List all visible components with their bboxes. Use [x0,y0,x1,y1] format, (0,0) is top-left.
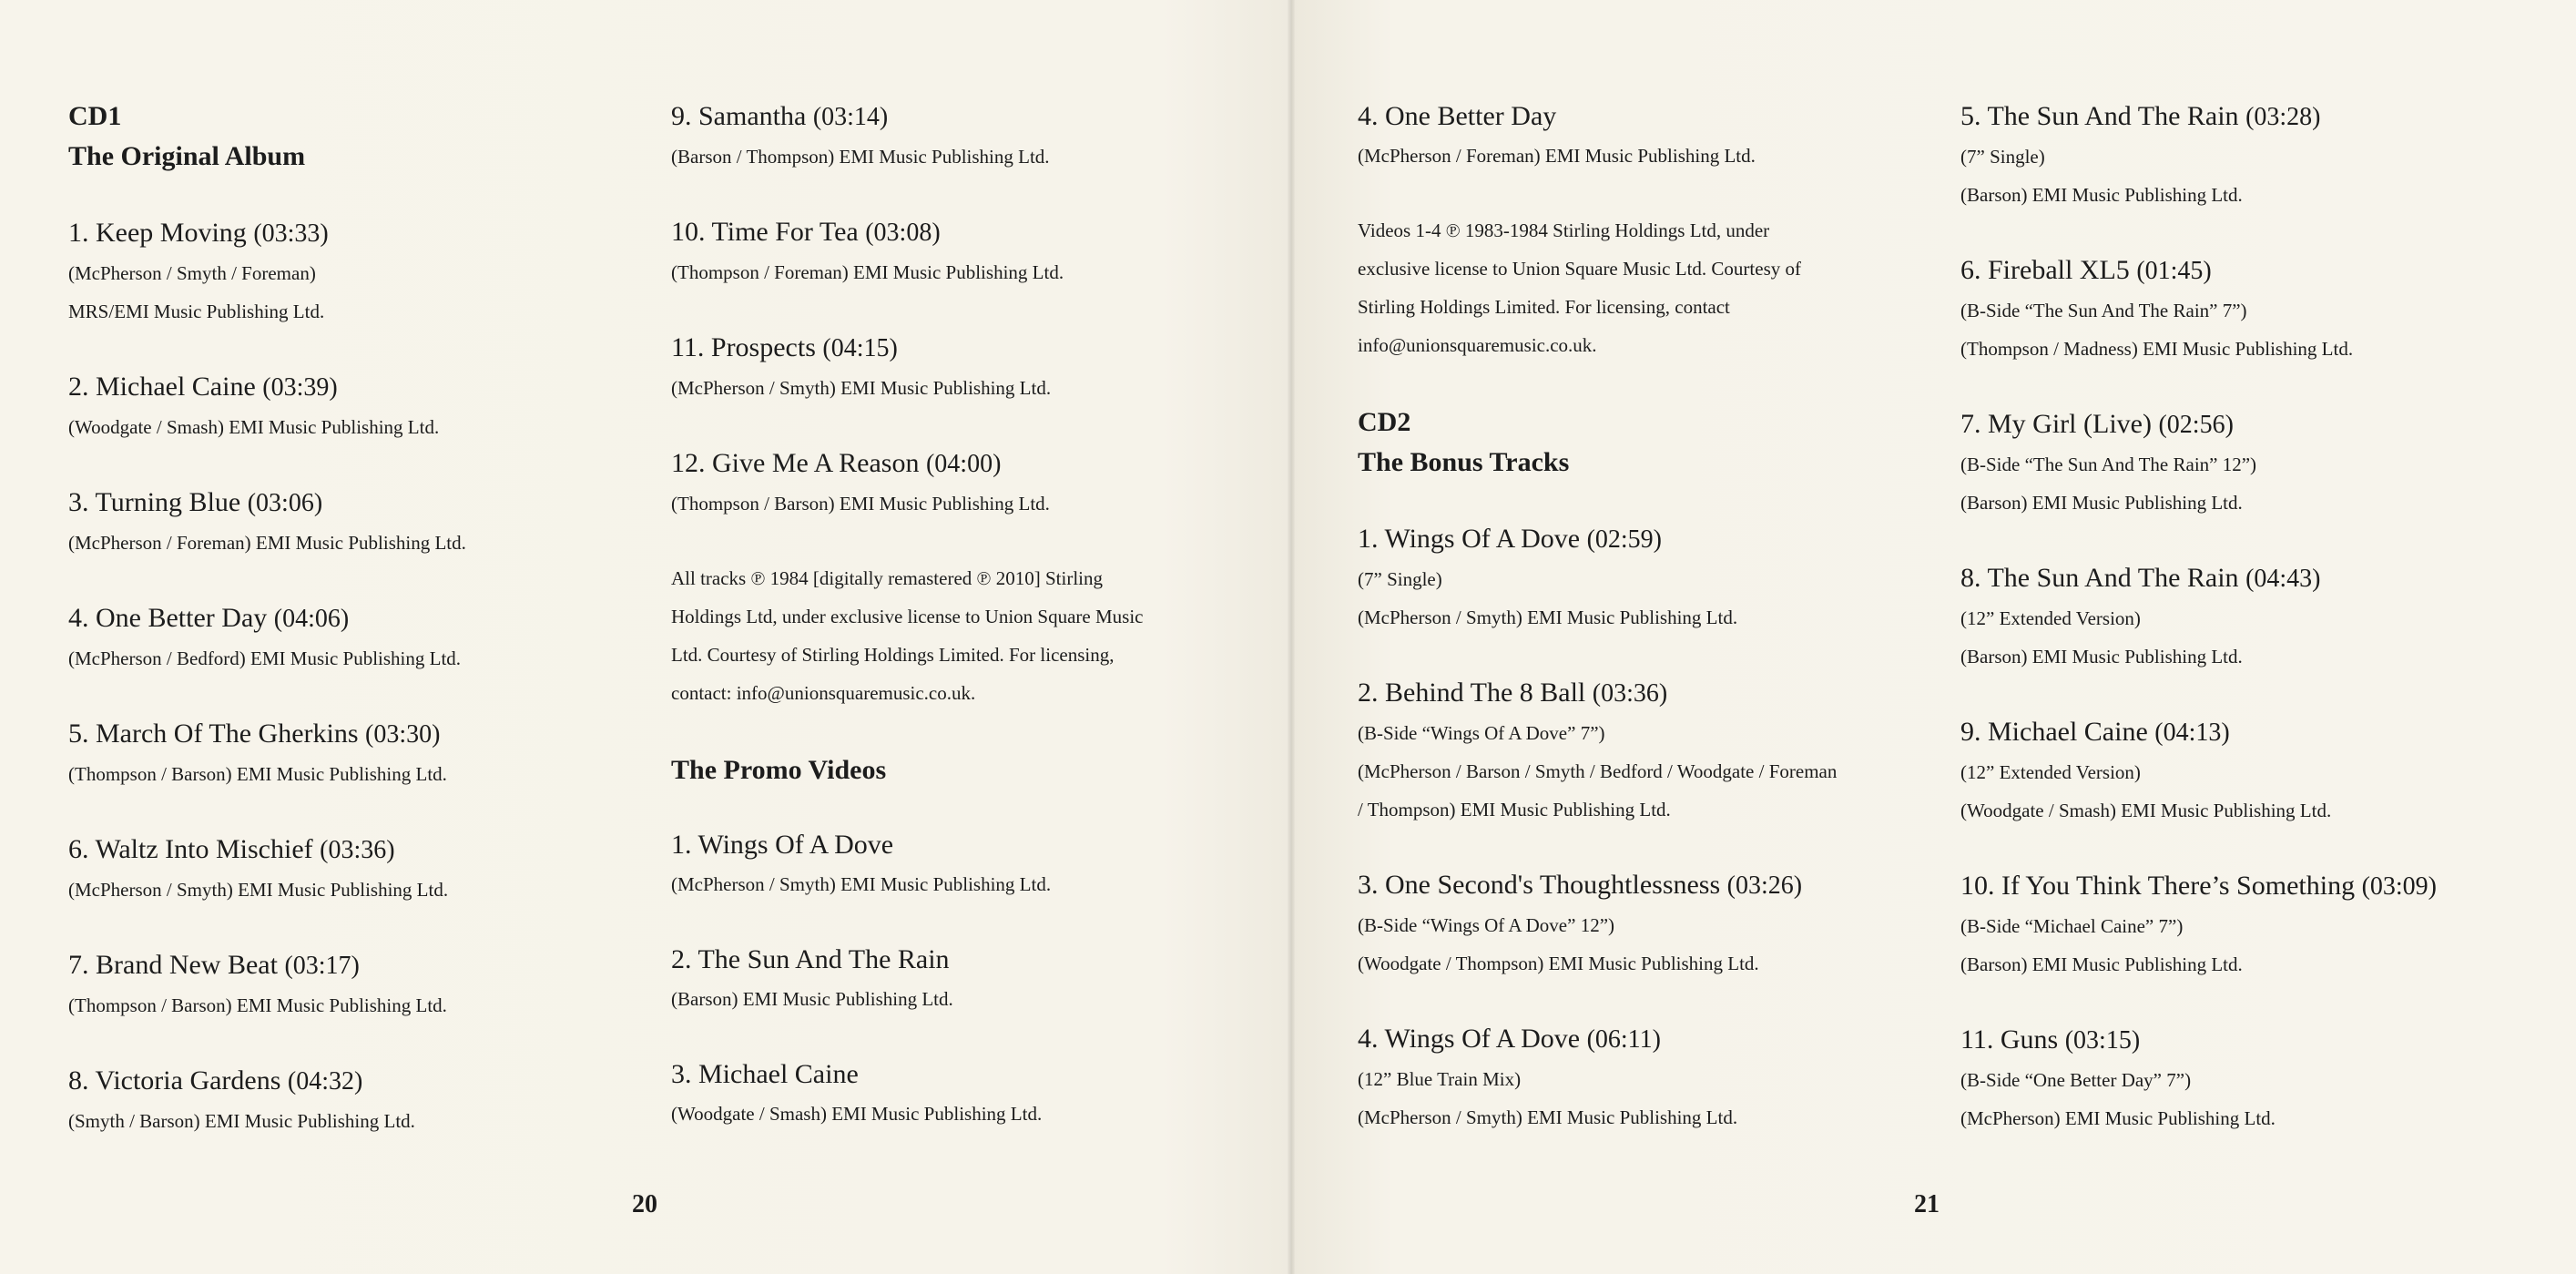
track-note: (B-Side “One Better Day” 7”) [1960,1069,2192,1091]
track-item [68,945,651,1024]
promo-videos-heading: The Promo Videos [671,755,887,785]
video-title: 2. The Sun And The Rain [671,944,950,974]
track-title: 8. Victoria Gardens [68,1065,281,1096]
track-item [68,830,651,909]
cd2-subtitle: The Bonus Tracks [1358,447,1570,477]
track-duration: (03:09) [2361,872,2438,901]
track-title-line [68,367,651,408]
track-duration: (03:30) [365,720,441,749]
column-4 [1960,97,2552,1174]
track-title: 5. March Of The Gherkins [68,719,359,749]
video-item [671,940,1254,1018]
track-title-line [671,97,1254,138]
track-duration: (04:15) [822,334,898,362]
track-item [68,483,651,562]
track-duration: (03:14) [812,103,889,131]
video-item [671,825,1254,903]
track-item [1960,558,2552,676]
track-item [68,598,651,678]
track-title-line [68,714,651,755]
track-credit: (McPherson / Smyth) EMI Music Publishing Ltd. [671,377,1052,399]
track-title-line [68,945,651,986]
track-title-line [1960,866,2552,907]
promo-legal-notice [1358,211,1940,364]
track-credit: (Thompson / Foreman) EMI Music Publishing Ltd. [671,261,1064,283]
column-1 [68,97,651,1177]
track-title-line [671,328,1254,369]
track-title: 9. Samantha [671,101,807,131]
legal-line: Videos 1-4 ℗ 1983-1984 Stirling Holdings Ltd, under [1358,219,1770,241]
cd2-heading [1358,403,1940,483]
track-publisher: MRS/EMI Music Publishing Ltd. [68,301,325,322]
cd1-legal-notice [671,559,1254,712]
track-note: (B-Side “Wings Of A Dove” 7”) [1358,722,1605,744]
track-note: (12” Extended Version) [1960,607,2141,629]
track-title-line [671,443,1254,484]
track-note: (B-Side “Wings Of A Dove” 12”) [1358,914,1615,936]
cd1-subtitle: The Original Album [68,141,306,171]
track-note: (B-Side “The Sun And The Rain” 7”) [1960,300,2247,321]
track-duration: (03:36) [1592,679,1668,708]
track-credit: (Barson) EMI Music Publishing Ltd. [1960,492,2243,514]
track-title: 3. One Second's Thoughtlessness [1358,870,1721,900]
track-item [671,97,1254,176]
track-title-line [1960,404,2552,445]
track-item [68,1061,651,1140]
video-credit: (Barson) EMI Music Publishing Ltd. [671,988,953,1010]
track-title: 9. Michael Caine [1960,717,2148,747]
track-duration: (02:56) [2158,411,2234,439]
track-duration: (04:06) [273,605,350,633]
track-note: (B-Side “Michael Caine” 7”) [1960,915,2184,937]
track-item [1960,1020,2552,1137]
track-title-line [1358,865,1940,906]
track-note: (B-Side “The Sun And The Rain” 12”) [1960,454,2257,475]
track-duration: (02:59) [1586,525,1663,554]
column-3 [1358,97,1940,1173]
track-credit: (Smyth / Barson) EMI Music Publishing Ltd. [68,1110,415,1132]
track-title: 7. Brand New Beat [68,950,278,980]
video-credit: (Woodgate / Smash) EMI Music Publishing Ltd. [671,1103,1043,1125]
track-duration: (03:17) [284,952,360,980]
track-credit: (McPherson / Smyth / Foreman) [68,262,316,284]
track-title: 8. The Sun And The Rain [1960,563,2239,593]
track-title: 10. If You Think There’s Something [1960,871,2356,901]
legal-line: Holdings Ltd, under exclusive license to Union Square Music [671,606,1144,627]
track-title-line [1960,97,2552,138]
track-title: 1. Wings Of A Dove [1358,524,1581,554]
track-duration: (03:39) [262,373,338,402]
track-title-line [671,212,1254,253]
track-duration: (03:36) [320,836,395,864]
track-credit: (McPherson / Foreman) EMI Music Publishing Ltd. [68,532,466,554]
video-credit: (McPherson / Foreman) EMI Music Publishing Ltd. [1358,145,1756,167]
track-title-line [68,483,651,524]
track-credit: (Barson) EMI Music Publishing Ltd. [1960,184,2243,206]
track-duration: (03:33) [253,219,329,248]
track-item [1960,404,2552,522]
video-item [671,1055,1254,1133]
track-duration: (03:08) [865,219,941,247]
track-item [1960,866,2552,984]
track-title-line [68,598,651,639]
track-title: 11. Prospects [671,332,816,362]
track-item [1960,250,2552,368]
track-item [1960,97,2552,214]
legal-line: All tracks ℗ 1984 [digitally remastered ℗ 2010] Stirling [671,567,1103,589]
track-title-line [1358,673,1940,714]
track-duration: (03:15) [2064,1026,2141,1055]
track-credit: (Thompson / Barson) EMI Music Publishing Ltd. [671,493,1050,515]
track-credit-continued: / Thompson) EMI Music Publishing Ltd. [1358,799,1671,820]
legal-line: Ltd. Courtesy of Stirling Holdings Limited. For licensing, [671,644,1115,666]
track-title: 1. Keep Moving [68,218,247,248]
booklet-spine [1288,0,1295,1274]
track-title-line [68,213,651,254]
track-duration: (04:00) [925,450,1002,478]
track-duration: (01:45) [2136,257,2212,285]
legal-line: Stirling Holdings Limited. For licensing, contact [1358,296,1730,318]
track-credit: (Barson) EMI Music Publishing Ltd. [1960,646,2243,668]
track-duration: (04:43) [2245,565,2321,593]
legal-line: contact: info@unionsquaremusic.co.uk. [671,682,976,704]
track-title: 2. Behind The 8 Ball [1358,678,1586,708]
track-title: 4. Wings Of A Dove [1358,1024,1581,1054]
video-title: 4. One Better Day [1358,101,1557,131]
track-item [1358,519,1940,637]
track-item [1358,865,1940,983]
cd2-label: CD2 [1358,407,1411,437]
legal-line: exclusive license to Union Square Music Ltd. Courtesy of [1358,258,1801,280]
track-duration: (03:28) [2245,103,2321,131]
track-duration: (04:32) [287,1067,363,1096]
track-title: 4. One Better Day [68,603,268,633]
track-credit: (Woodgate / Thompson) EMI Music Publishing Ltd. [1358,953,1759,974]
track-item [671,212,1254,291]
track-title-line [1960,712,2552,753]
track-duration: (03:26) [1726,871,1803,900]
track-item [1960,712,2552,830]
track-title-line [68,1061,651,1102]
track-credit: (Thompson / Madness) EMI Music Publishing Ltd. [1960,338,2354,360]
page-number-right: 21 [1914,1190,1940,1218]
cd1-label: CD1 [68,101,122,131]
track-title: 2. Michael Caine [68,372,256,402]
video-credit: (McPherson / Smyth) EMI Music Publishing Ltd. [671,873,1052,895]
track-item [68,213,651,331]
track-title-line [1358,1019,1940,1060]
track-title: 11. Guns [1960,1024,2059,1055]
track-item [1358,673,1940,829]
video-title: 1. Wings Of A Dove [671,830,894,860]
track-title: 12. Give Me A Reason [671,448,920,478]
track-credit: (Woodgate / Smash) EMI Music Publishing Ltd. [68,416,440,438]
track-credit: (McPherson / Bedford) EMI Music Publishing Ltd. [68,647,462,669]
track-credit: (McPherson / Barson / Smyth / Bedford / Woodgate / Foreman [1358,760,1838,782]
track-title-line [1358,519,1940,560]
track-duration: (03:06) [247,489,323,517]
track-credit: (McPherson / Smyth) EMI Music Publishing Ltd. [1358,606,1738,628]
track-title: 5. The Sun And The Rain [1960,101,2239,131]
track-title-line [68,830,651,871]
track-item [1358,1019,1940,1136]
track-title: 7. My Girl (Live) [1960,409,2152,439]
track-item [671,443,1254,523]
track-credit: (Thompson / Barson) EMI Music Publishing Ltd. [68,994,447,1016]
track-title: 3. Turning Blue [68,487,241,517]
video-item [1358,97,1940,175]
track-credit: (Barson) EMI Music Publishing Ltd. [1960,953,2243,975]
track-title: 10. Time For Tea [671,217,859,247]
track-title-line [1960,1020,2552,1061]
track-note: (7” Single) [1960,146,2045,168]
track-item [68,714,651,793]
track-title: 6. Fireball XL5 [1960,255,2130,285]
track-credit: (Thompson / Barson) EMI Music Publishing Ltd. [68,763,447,785]
video-title: 3. Michael Caine [671,1059,859,1089]
track-credit: (McPherson / Smyth) EMI Music Publishing Ltd. [68,879,449,901]
track-credit: (McPherson / Smyth) EMI Music Publishing Ltd. [1358,1106,1738,1128]
track-item [671,328,1254,407]
legal-line: info@unionsquaremusic.co.uk. [1358,334,1597,356]
track-title: 6. Waltz Into Mischief [68,834,313,864]
track-note: (12” Blue Train Mix) [1358,1068,1522,1090]
column-2 [671,97,1254,1169]
track-title-line [1960,558,2552,599]
track-credit: (Woodgate / Smash) EMI Music Publishing Ltd. [1960,800,2332,821]
track-item [68,367,651,446]
track-title-line [1960,250,2552,291]
track-note: (12” Extended Version) [1960,761,2141,783]
page-number-left: 20 [632,1190,657,1218]
track-credit: (McPherson) EMI Music Publishing Ltd. [1960,1107,2276,1129]
track-credit: (Barson / Thompson) EMI Music Publishing Ltd. [671,146,1050,168]
track-duration: (06:11) [1586,1025,1661,1054]
track-duration: (04:13) [2154,719,2230,747]
cd1-heading [68,97,651,177]
track-note: (7” Single) [1358,568,1442,590]
